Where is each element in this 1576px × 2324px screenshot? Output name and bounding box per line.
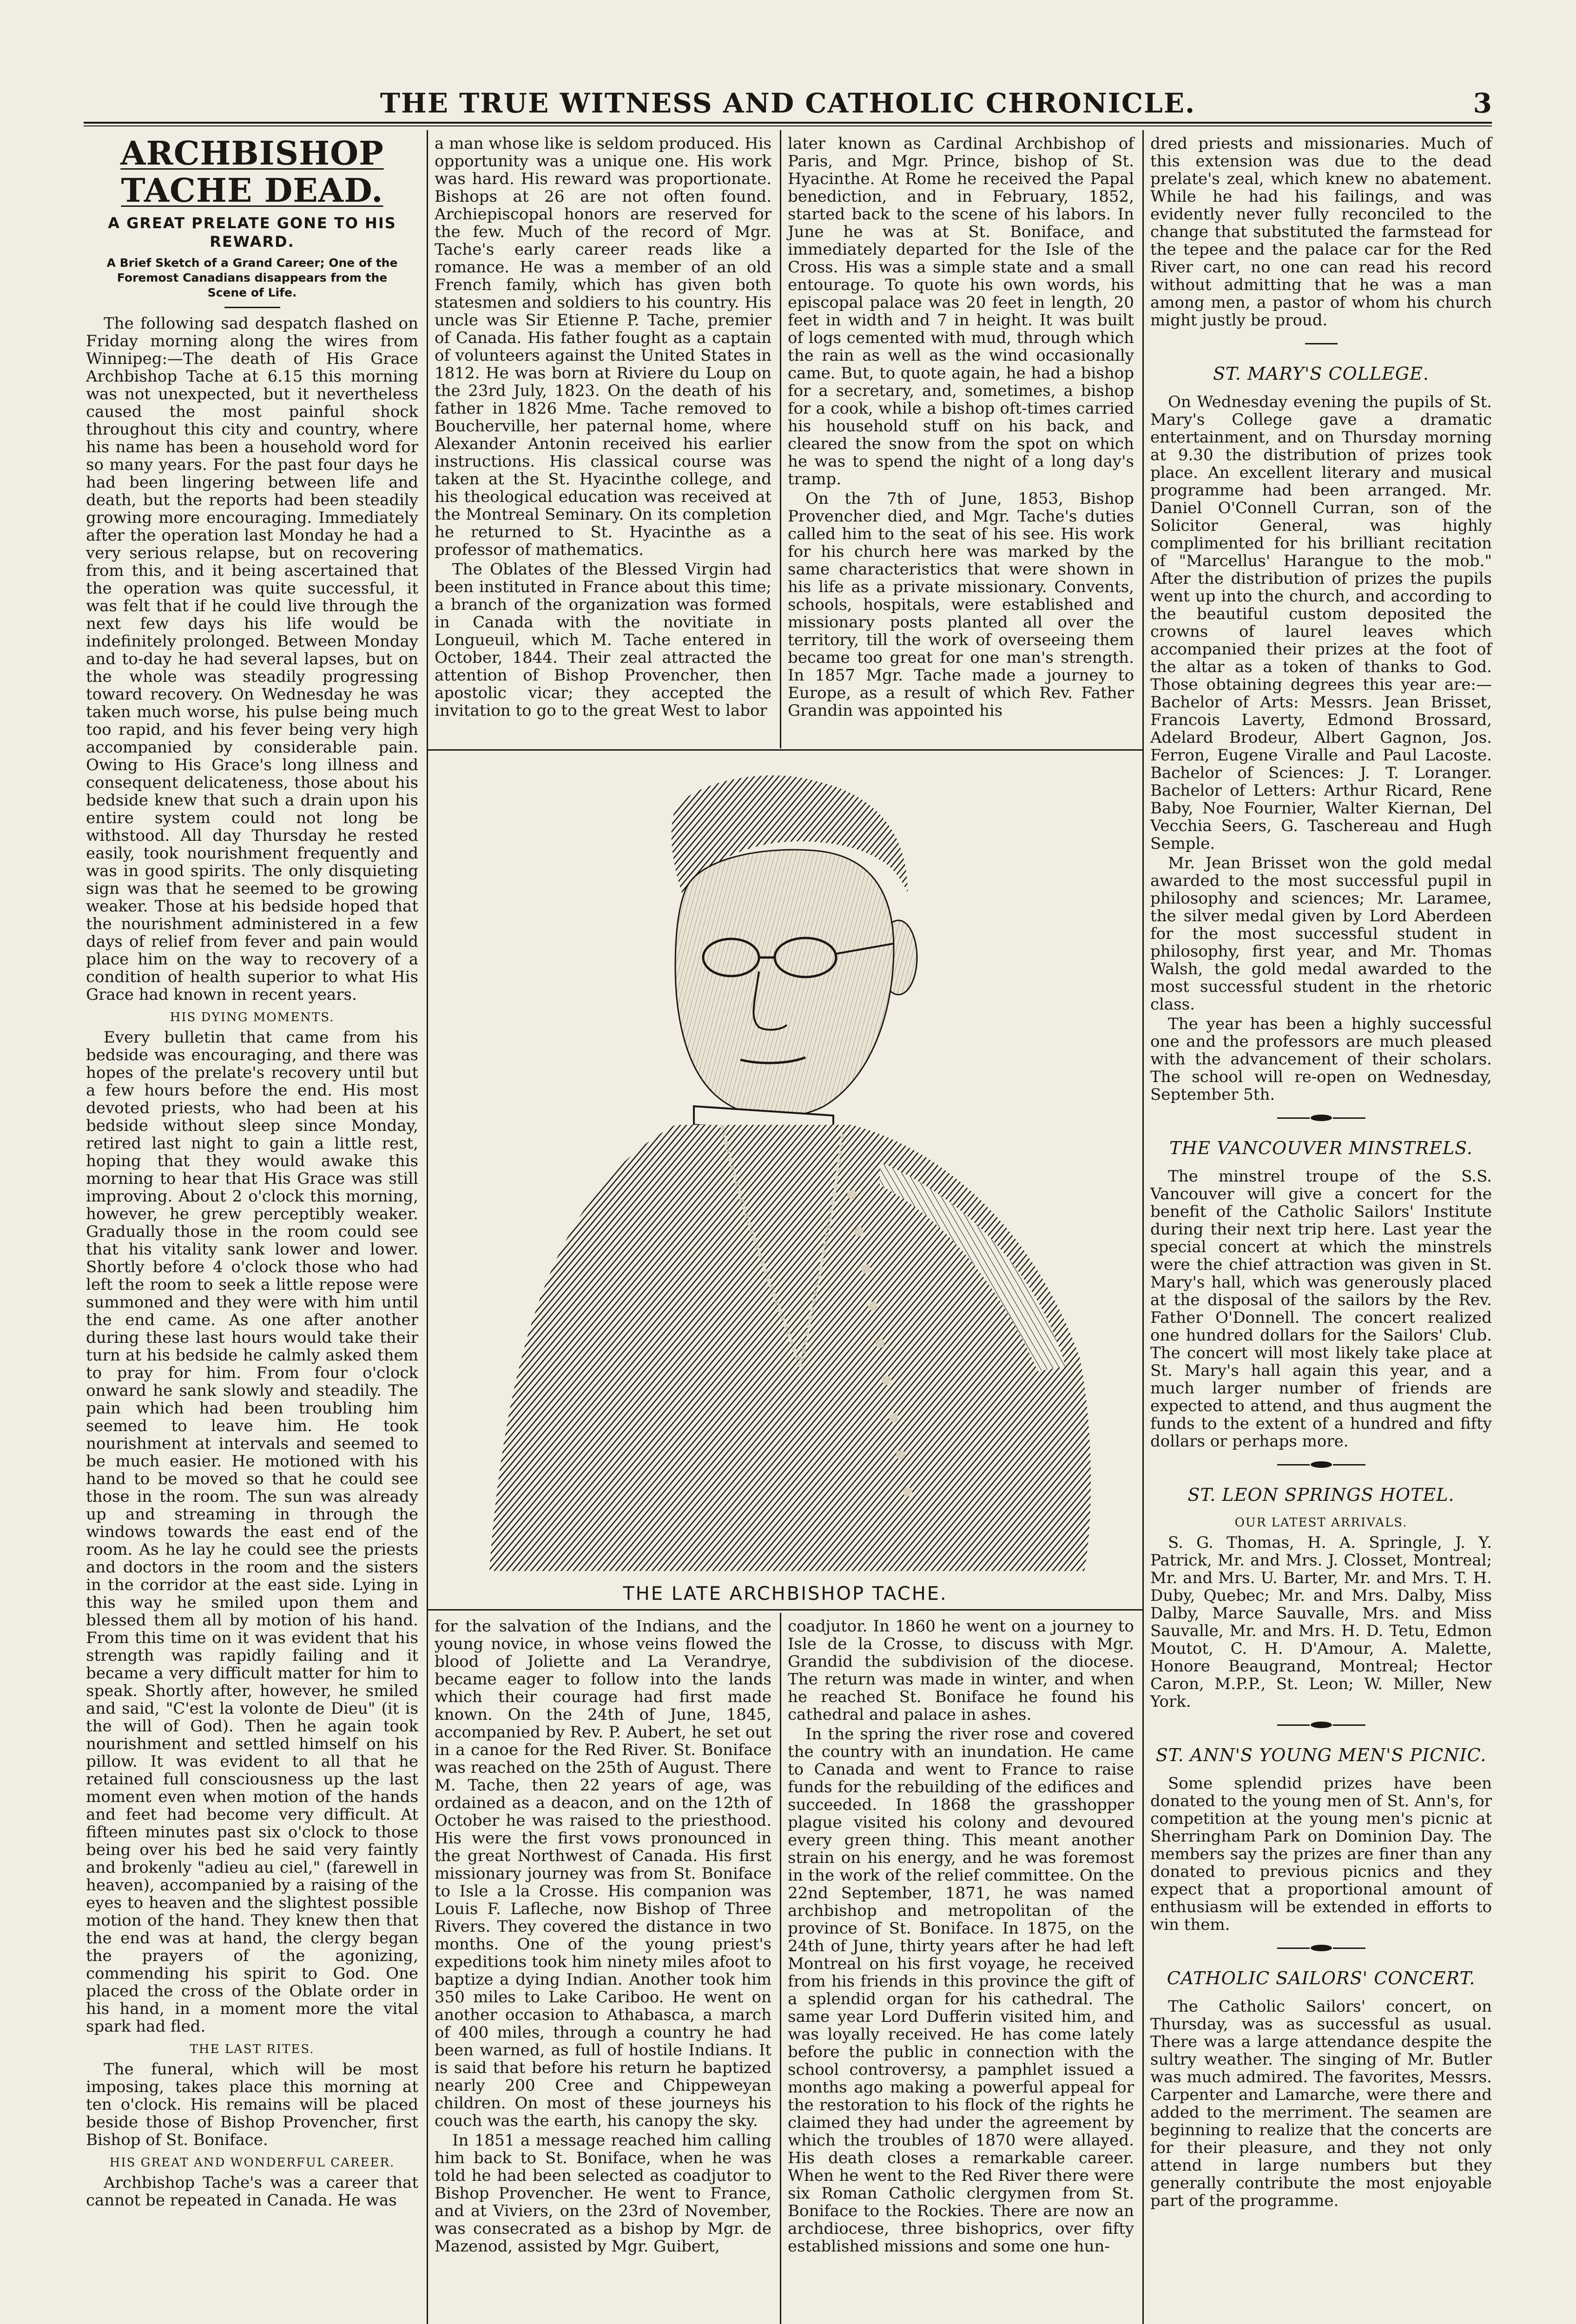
paragraph: Mr. Jean Brisset won the gold medal awarded to the most successful pupil in philosophy and sciences; Mr. Laramee, the silver medal given by Lord Aberdeen for the most successful student in philosophy, first year, and Mr. Thomas Walsh, the gold medal awarded to the most successful student in the rhetoric class.	[1150, 854, 1492, 1014]
section-heading: ST. MARY'S COLLEGE.	[1213, 363, 1429, 384]
paragraph: The minstrel troupe of the S.S. Vancouver will give a concert for the benefit of the Catholic Sailors' Institute during their next trip here. Last year the special concert at which the minstrels were the chief attraction was given in St. Mary's hall, which was generously placed at the disposal of the sailors by the Rev. Father O'Donnell. The concert realized one hundred dollars for the Sailors' Club. The concert will most likely take place at St. Mary's hall again this year, and a much larger number of friends are expected to attend, and thus augment the funds to the extent of a hundred and fifty dollars or perhaps more.	[1150, 1167, 1492, 1451]
section-divider	[1150, 337, 1492, 350]
page-number: 3	[1473, 87, 1492, 119]
column-3-top	[788, 135, 1134, 720]
paragraph: coadjutor. In 1860 he went on a journey to Isle de la Crosse, to discuss with Mgr. Grandid the subdivision of the diocese. The return was made in winter, and when he reached St. Boniface he found his cathedral and palace in ashes.	[788, 1617, 1134, 1724]
column-separator	[427, 130, 428, 2324]
archbishop-portrait-engraving	[434, 753, 1137, 1580]
paragraph: The Catholic Sailors' concert, on Thursday, was as successful as usual. There was a large attendance despite the sultry weather. The singing of Mr. Butler was much admired. The favorites, Messrs. Carpenter and Lamarche, were there and added to the merriment. The seamen are beginning to realize that the concerts are for their pleasure, and they not only attend in large numbers but they generally contribute the most enjoyable part of the programme.	[1150, 1997, 1492, 2210]
column-4	[1150, 135, 1492, 2210]
article-headline: ARCHBISHOP TACHE DEAD.	[120, 134, 384, 210]
paragraph: In 1851 a message reached him calling him back to St. Boniface, when he was told he had been selected as coadjutor to Bishop Provencher. He went to France, and at Viviers, on the 23rd of November, was consecrated as a bishop by Mgr. de Mazenod, assisted by Mgr. Guibert,	[435, 2131, 772, 2256]
column-separator	[780, 1613, 781, 2324]
portrait-bottom-rule	[427, 1609, 1144, 1611]
masthead-title: THE TRUE WITNESS AND CATHOLIC CHRONICLE.	[380, 87, 1196, 119]
section-divider	[1150, 1459, 1492, 1471]
article-deck: A GREAT PRELATE GONE TO HIS REWARD.	[108, 214, 396, 251]
paragraph: Every bulletin that came from his bedside was encouraging, and there was hopes of the prelate's recovery until but a few hours before the end. His most devoted priests, who had been at his bedside without sleep since Monday, retired last night to gain a little rest, hoping that they would awake this morning to hear that His Grace was still improving. About 2 o'clock this morning, however, he grew perceptibly weaker. Gradually those in the room could see that his vitality sank lower and lower. Shortly before 4 o'clock those who had left the room to seek a little repose were summoned and they were with him until the end came. As one after another during these last hours would take their turn at his bedside he calmly asked them to pray for him. From four o'clock onward he sank slowly and steadily. The pain which had been troubling him seemed to leave him. He took nourishment at intervals and seemed to be much easier. He motioned with his hand to be moved so that he could see those in the room. The sun was already up and streaming in through the windows towards the east end of the room. As he lay he could see the priests and doctors in the room and the sisters in the corridor at the east side. Lying in this way he smiled upon them and blessed them all by motion of his hand. From this time on it was evident that his strength was rapidly failing and it became a very difficult matter for him to speak. Shortly after, however, he smiled and said, "C'est la volonte de Dieu" (it is the will of God). Then he again took nourishment and settled himself on his pillow. It was evident to all that he retained full consciousness up the last moment even when motion of the hands and feet had become very difficult. At fifteen minutes past six o'clock to those being over his bed he said very faintly and brokenly "adieu au ciel," (farewell in heaven), accompanied by a raising of the eyes to heaven and the slightest possible motion of the hand. They knew then that the end was at hand, the clergy began the prayers of the agonizing, commending his spirit to God. One placed the cross of the Oblate order in his hand, in a moment more the vital spark had fled.	[86, 1028, 418, 2036]
column-separator	[780, 130, 781, 748]
paragraph: On Wednesday evening the pupils of St. Mary's College gave a dramatic entertainment, and on Thursday morning at 9.30 the distribution of prizes took place. An excellent literary and musical programme had been arranged. Mr. Daniel O'Connell Curran, son of the Solicitor General, was highly complimented for his brilliant recitation of "Marcellus' Harangue to the mob." After the distribution of prizes the pupils went up into the church, and according to the beautiful custom deposited the crowns of laurel leaves which accompanied their prizes at the foot of the altar as a token of thanks to God. Those obtaining degrees this year are:—Bachelor of Arts: Messrs. Jean Brisset, Francois Laverty, Edmond Brossard, Adelard Brodeur, Albert Gagnon, Jos. Ferron, Eugene Viralle and Paul Lacoste. Bachelor of Sciences: J. T. Loranger. Bachelor of Letters: Arthur Ricard, Rene Baby, Noe Fournier, Walter Kiernan, Del Vecchia Seers, G. Taschereau and Hugh Semple.	[1150, 393, 1492, 853]
paragraph: a man whose like is seldom produced. His opportunity was a unique one. His work was hard. His reward was proportionate. Bishops at 26 are not often found. Archiepiscopal honors are reserved for the few. Much of the record of Mgr. Tache's early career reads like a romance. He was a member of an old French family, which has given both statesmen and soldiers to his country. His uncle was Sir Etienne P. Tache, premier of Canada. His father fought as a captain of volunteers against the United States in 1812. He was born at Riviere du Loup on the 23rd July, 1823. On the death of his father in 1826 Mme. Tache removed to Boucherville, her paternal home, where Alexander Antonin received his earlier instructions. His classical course was taken at the St. Hyacinthe college, and his theological education was received at the Montreal Seminary. On its completion he returned to St. Hyacinthe as a professor of mathematics.	[435, 134, 772, 559]
paragraph: Some splendid prizes have been donated to the young men of St. Ann's, for competition at the young men's picnic at Sherringham Park on Dominion Day. The members say the prizes are finer than any donated to previous picnics and they expect that a proportional amount of enthusiasm will be extended in efforts to win them.	[1150, 1774, 1492, 1934]
paragraph: S. G. Thomas, H. A. Springle, J. Y. Patrick, Mr. and Mrs. J. Closset, Montreal; Mr. and Mrs. U. Barter, Mr. and Mrs. T. H. Duby, Quebec; Mr. and Mrs. Dalby, Miss Dalby, Marce Sauvalle, Mrs. and Miss Sauvalle, Mr. and Mrs. H. D. Tetu, Edmon Moutot, C. H. D'Amour, A. Malette, Honore Beaugrand, Montreal; Hector Caron, M.P.P., St. Leon; W. Miller, New York.	[1150, 1533, 1492, 1711]
paragraph: The Oblates of the Blessed Virgin had been instituted in France about this time; a branch of the organization was formed in Canada with the novitiate in Longueuil, which M. Tache entered in October, 1844. Their zeal attracted the attention of Bishop Provencher, then apostolic vicar; they accepted the invitation to go to the great West to labor	[435, 560, 772, 720]
section-heading: ST. LEON SPRINGS HOTEL.	[1187, 1485, 1455, 1505]
section-heading: CATHOLIC SAILORS' CONCERT.	[1167, 1968, 1476, 1988]
subheading: HIS DYING MOMENTS.	[170, 1010, 335, 1024]
masthead-rule	[84, 122, 1492, 124]
subheading: OUR LATEST ARRIVALS.	[1234, 1516, 1408, 1530]
portrait-top-rule	[427, 749, 1144, 751]
section-heading: THE VANCOUVER MINSTRELS.	[1169, 1138, 1473, 1158]
paragraph: The year has been a highly successful one and the professors are much pleased with the advancement of their scholars. The school will re-open on Wednesday, September 5th.	[1150, 1015, 1492, 1104]
paragraph: dred priests and missionaries. Much of this extension was due to the dead prelate's zeal, which knew no abatement. While he had his failings, and was evidently never fully reconciled to the change that substituted the farmstead for the tepee and the palace car for the Red River cart, no one can read his record without admitting that he was a man among men, a pastor of whom his church might justly be proud.	[1150, 134, 1492, 330]
column-2-top	[435, 135, 772, 720]
column-1	[86, 135, 418, 2209]
section-divider	[1150, 1942, 1492, 1954]
subheading: THE LAST RITES.	[190, 2042, 315, 2056]
divider	[224, 307, 280, 308]
masthead	[84, 84, 1492, 125]
article-subdeck: A Brief Sketch of a Grand Career; One of the Foremost Canadians disappears from the Scene of Life.	[106, 256, 398, 299]
section-divider	[1150, 1719, 1492, 1731]
column-2-bottom	[435, 1618, 772, 2255]
masthead-rule-thin	[84, 125, 1492, 126]
portrait-caption: THE LATE ARCHBISHOP TACHE.	[623, 1583, 948, 1604]
paragraph: The following sad despatch flashed on Friday morning along the wires from Winnipeg:—The death of His Grace Archbishop Tache at 6.15 this morning was not unexpected, but it nevertheless caused the most painful shock throughout this city and country, where his name has been a household word for so many years. For the past four days he had been lingering between life and death, but the reports had been steadily growing more encouraging. Immediately after the operation last Monday he had a very serious relapse, but on recovering from this, and it being ascertained that the operation was quite successful, it was felt that if he could live through the next few days his life would be indefinitely prolonged. Between Monday and to-day he had several lapses, but on the whole was steadily progressing toward recovery. On Wednesday he was taken much worse, his pulse being much too rapid, and his fever being very high accompanied by considerable pain. Owing to His Grace's long illness and consequent delicateness, those about his bedside knew that such a drain upon his entire system could not long be withstood. All day Thursday he rested easily, took nourishment frequently and was in good spirits. The only disquieting sign was that he seemed to be growing weaker. Those at his bedside hoped that the nourishment administered in a few days of relief from fever and pain would place him on the way to recovery of a condition of health superior to what His Grace had known in recent years.	[86, 314, 418, 1004]
subheading: HIS GREAT AND WONDERFUL CAREER.	[109, 2156, 395, 2170]
paragraph: later known as Cardinal Archbishop of Paris, and Mgr. Prince, bishop of St. Hyacinthe. At Rome he received the Papal benediction, and in February, 1852, started back to the scene of his labors. In June he was at St. Boniface, and immediately departed for the Isle of the Cross. His was a simple state and a small entourage. To quote his own words, his episcopal palace was 20 feet in length, 20 feet in width and 7 in height. It was built of logs cemented with mud, through which the rain as well as the wind occasionally came. But, to quote again, he had a bishop for a secretary, and, sometimes, a bishop for a cook, while a bishop oft-times carried his household stuff on his back, and cleared the snow from the spot on which he was to spend the night of a long day's tramp.	[788, 134, 1134, 489]
paragraph: On the 7th of June, 1853, Bishop Provencher died, and Mgr. Tache's duties called him to the seat of his see. His work for his church here was marked by the same characteristics that were shown in his life as a private missionary. Convents, schools, hospitals, were established and missionary posts planted all over the territory, till the work of overseeing them became too great for one man's strength. In 1857 Mgr. Tache made a journey to Europe, as a result of which Rev. Father Grandin was appointed his	[788, 489, 1134, 720]
column-3-bottom	[788, 1618, 1134, 2255]
column-separator	[1142, 130, 1144, 2324]
paragraph: for the salvation of the Indians, and the young novice, in whose veins flowed the blood of Joliette and La Verandrye, became eager to follow into the lands which their courage had first made known. On the 24th of June, 1845, accompanied by Rev. P. Aubert, he set out in a canoe for the Red River. St. Boniface was reached on the 25th of August. There M. Tache, then 22 years of age, was ordained as a deacon, and on the 12th of October he was raised to the priesthood. His were the first vows pronounced in the great Northwest of Canada. His first missionary journey was from St. Boniface to Isle a la Crosse. His companion was Louis F. Lafleche, now Bishop of Three Rivers. They covered the distance in two months. One of the young priest's expeditions took him ninety miles afoot to baptize a dying Indian. Another took him 350 miles to Lake Cariboo. He went on another occasion to Athabasca, a march of 400 miles, through a country he had been warned, as full of hostile Indians. It is said that before his return he baptized nearly 200 Cree and Chippeweyan children. On most of these journeys his couch was the earth, his canopy the sky.	[435, 1617, 772, 2130]
paragraph: The funeral, which will be most imposing, takes place this morning at ten o'clock. His remains will be placed beside those of Bishop Provencher, first Bishop of St. Boniface.	[86, 2060, 418, 2149]
paragraph: In the spring the river rose and covered the country with an inundation. He came to Canada and went to France to raise funds for the rebuilding of the edifices and succeeded. In 1868 the grasshopper plague visited his colony and devoured every green thing. This meant another strain on his energy, and he was foremost in the work of the relief committee. On the 22nd September, 1871, he was named archbishop and metropolitan of the province of St. Boniface. In 1875, on the 24th of June, thirty years after he had left Montreal on his first voyage, he received from his friends in this province the gift of a splendid organ for his cathedral. The same year Lord Dufferin visited him, and was loyally received. He has come lately before the public in connection with the school controversy, a pamphlet issued a months ago making a powerful appeal for the restoration to his flock of the rights he claimed they had under the agreement by which the troubles of 1870 were allayed. His death closes a remarkable career. When he went to the Red River there were six Roman Catholic clergymen from St. Boniface to the Rockies. There are now an archdiocese, three bishoprics, over fifty established missions and some one hun-	[788, 1725, 1134, 2256]
section-heading: ST. ANN'S YOUNG MEN'S PICNIC.	[1155, 1745, 1487, 1765]
section-divider	[1150, 1112, 1492, 1124]
paragraph: Archbishop Tache's was a career that cannot be repeated in Canada. He was	[86, 2173, 418, 2210]
